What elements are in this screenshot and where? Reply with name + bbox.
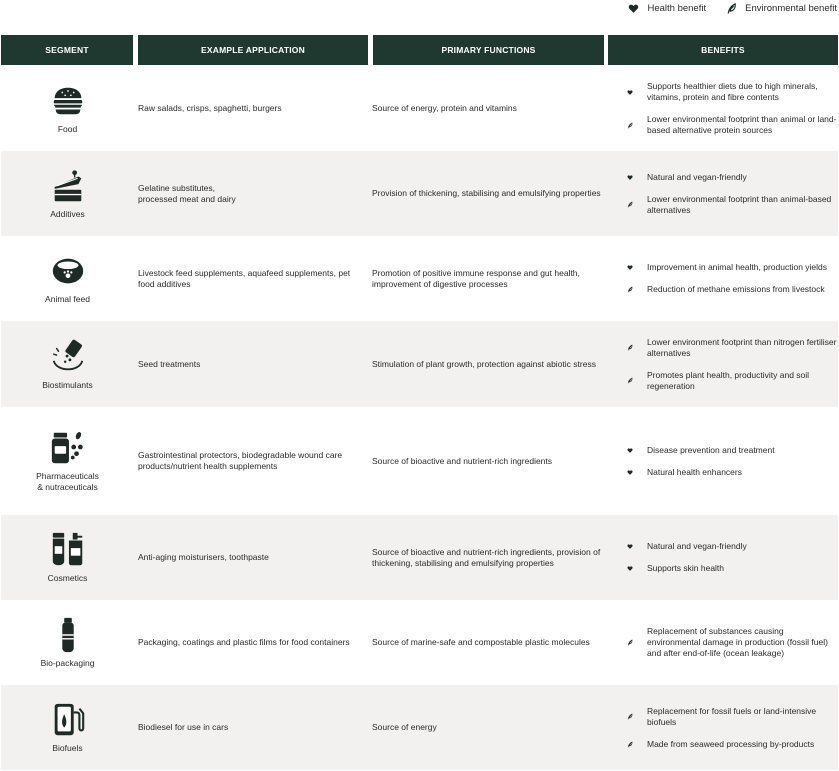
benefits-cell — [609, 236, 838, 321]
benefit-text: Supports skin health — [647, 563, 725, 573]
header-segment: SEGMENT — [1, 35, 133, 65]
benefit-text: Replacement for fossil fuels or land-intensive biofuels — [647, 705, 817, 727]
table-header — [1, 35, 838, 65]
fuel-pump-icon — [49, 701, 87, 739]
leaf-icon — [726, 3, 737, 14]
application-cell: Seed treatments — [138, 358, 201, 369]
segment-cell — [1, 407, 134, 515]
health-benefit — [609, 467, 838, 478]
pill-bottle-icon — [49, 429, 87, 467]
health-benefit — [609, 541, 838, 552]
environmental-benefit — [609, 626, 838, 659]
health-benefit — [609, 172, 838, 183]
application-cell: Livestock feed supplements, aquafeed supplements, pet food additives — [138, 267, 351, 289]
application-cell: Gastrointestinal protectors, biodegradable wound care products/nutrient health supplements — [138, 450, 343, 471]
functions-cell: Source of bioactive and nutrient-rich ingredients — [372, 455, 553, 466]
header-functions: PRIMARY FUNCTIONS — [373, 35, 604, 65]
environmental-benefit — [609, 114, 838, 136]
cake-slice-icon — [49, 167, 87, 205]
benefit-text: Natural and vegan-friendly — [647, 171, 747, 182]
legend-health-label: Health benefit — [647, 3, 707, 14]
benefits-cell — [609, 66, 838, 151]
benefit-text: Reduction of methane emissions from livestock — [647, 284, 825, 294]
benefit-text: Lower environment footprint than nitrogen fertiliser alternatives — [647, 336, 837, 358]
environmental-benefit — [609, 337, 838, 359]
environmental-benefit — [609, 284, 838, 295]
seed-treatment-icon — [49, 338, 87, 376]
segment-cell — [1, 600, 134, 685]
table-row — [1, 66, 838, 151]
application-cell: Raw salads, crisps, spaghetti, burgers — [138, 103, 282, 113]
table-row — [1, 600, 838, 685]
segment-cell — [1, 321, 134, 407]
heart-icon — [628, 3, 639, 14]
header-benefits: BENEFITS — [608, 35, 838, 65]
table-row — [1, 236, 838, 321]
application-cell: Anti-aging moisturisers, toothpaste — [138, 552, 269, 562]
benefits-cell — [609, 151, 838, 236]
functions-cell: Source of energy — [372, 722, 437, 732]
benefit-text: Replacement of substances causing environmental damage in production (fossil fuel) and after end-of-life (ocean leakage) — [647, 626, 828, 658]
table-row — [1, 407, 838, 515]
functions-cell: Source of marine-safe and compostable plastic molecules — [372, 637, 590, 647]
segment-label: Biostimulants — [42, 379, 93, 390]
table-row — [1, 515, 838, 600]
benefit-text: Made from seaweed processing by-products — [647, 738, 815, 749]
segment-cell — [1, 66, 134, 151]
functions-cell: Source of bioactive and nutrient-rich ingredients, provision of thickening, stabilising and emulsifying properties — [372, 546, 601, 568]
benefit-text: Lower environmental footprint than animal or land-based alternative protein sources — [647, 114, 837, 135]
functions-cell: Stimulation of plant growth, protection against abiotic stress — [372, 358, 596, 369]
bottle-icon — [49, 616, 87, 654]
segment-cell — [1, 236, 134, 321]
benefit-text: Disease prevention and treatment — [647, 444, 775, 455]
segment-label: Pharmaceuticals & nutraceuticals — [36, 471, 99, 492]
health-benefit — [609, 81, 838, 103]
benefits-cell — [609, 685, 838, 770]
environmental-benefit — [609, 194, 838, 216]
legend-environmental-label: Environmental benefit — [745, 3, 837, 14]
pet-bowl-icon — [49, 252, 87, 290]
header-application: EXAMPLE APPLICATION — [138, 35, 368, 65]
health-benefit — [609, 563, 838, 574]
application-cell: Packaging, coatings and plastic films for food containers — [138, 637, 350, 647]
functions-cell: Provision of thickening, stabilising and emulsifying properties — [372, 188, 601, 198]
table-row — [1, 151, 838, 236]
health-benefit — [609, 445, 838, 456]
benefits-cell — [609, 600, 838, 685]
legend — [614, 3, 837, 14]
benefit-text: Natural and vegan-friendly — [647, 541, 747, 551]
environmental-benefit — [609, 370, 838, 392]
segment-cell — [1, 685, 134, 770]
table-row — [1, 685, 838, 770]
benefit-text: Lower environmental footprint than animal-based alternatives — [647, 193, 832, 215]
benefit-text: Promotes plant health, productivity and soil regeneration — [647, 369, 810, 391]
benefit-text: Natural health enhancers — [647, 466, 742, 477]
table-row — [1, 321, 838, 407]
cosmetic-bottles-icon — [49, 531, 87, 569]
health-benefit — [609, 262, 838, 273]
benefit-text: Improvement in animal health, production yields — [647, 262, 828, 272]
functions-cell: Promotion of positive immune response and gut health, improvement of digestive processes — [372, 267, 580, 289]
benefits-cell — [609, 515, 838, 600]
benefit-text: Supports healthier diets due to high minerals, vitamins, protein and fibre contents — [647, 81, 818, 102]
application-cell: Biodiesel for use in cars — [138, 722, 229, 732]
segment-label: Additives — [50, 209, 85, 219]
burger-icon — [49, 82, 87, 120]
benefits-cell — [609, 407, 838, 515]
legend-environmental — [726, 3, 837, 14]
segment-label: Bio-packaging — [40, 658, 95, 668]
functions-cell: Source of energy, protein and vitamins — [372, 103, 517, 113]
environmental-benefit — [609, 739, 838, 750]
segment-label: Animal feed — [45, 294, 90, 304]
segment-cell — [1, 515, 134, 600]
segment-label: Food — [57, 124, 78, 134]
segment-label: Cosmetics — [47, 573, 88, 583]
benefits-cell — [609, 321, 838, 407]
segment-cell — [1, 151, 134, 236]
environmental-benefit — [609, 706, 838, 728]
segment-label: Biofuels — [52, 743, 83, 753]
application-cell: Gelatine substitutes, processed meat and dairy — [138, 182, 236, 204]
legend-health — [628, 3, 706, 14]
